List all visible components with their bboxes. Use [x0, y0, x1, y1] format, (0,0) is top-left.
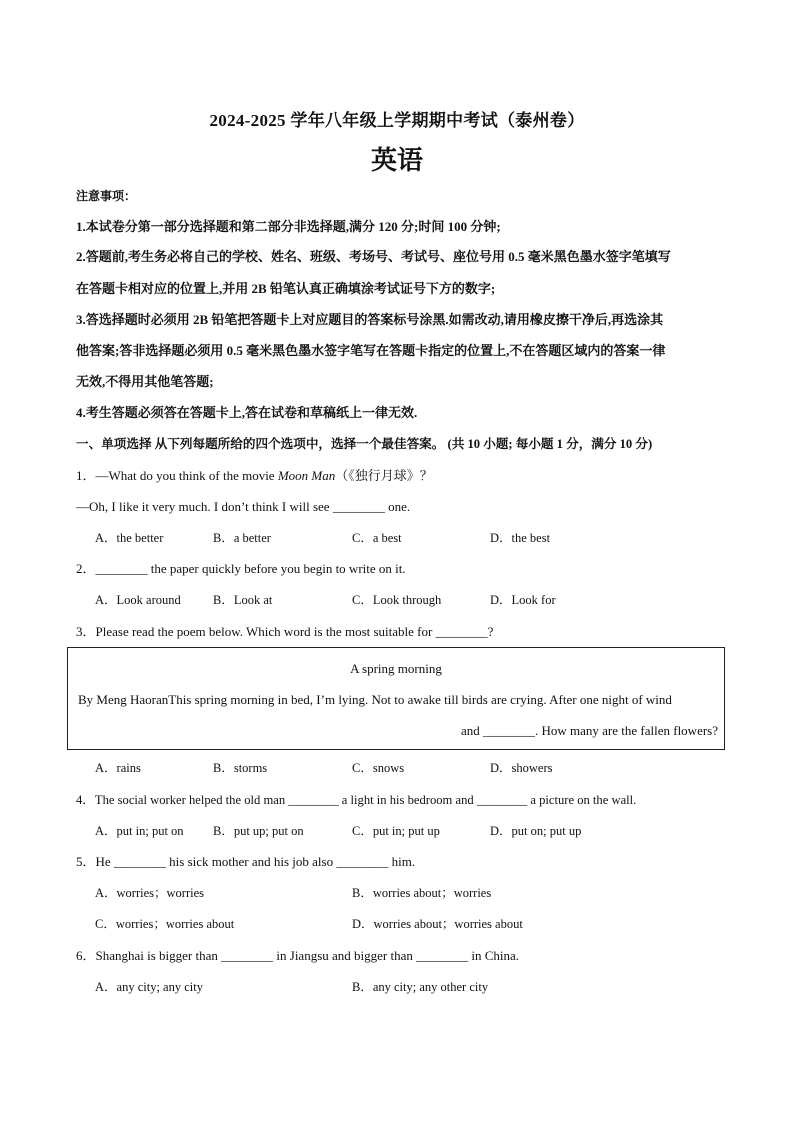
question-1-option-d[interactable]: D．the best	[490, 531, 551, 545]
question-1	[76, 467, 433, 485]
question-6-option-a[interactable]: A．any city; any city	[95, 980, 203, 994]
question-4-option-b[interactable]: B．put up; put on	[213, 824, 304, 838]
question-3-option-c[interactable]: C．snows	[352, 761, 405, 775]
question-4-option-c[interactable]: C．put in; put up	[352, 824, 440, 838]
question-1-text-pre: 1．—What do you think of the movie	[76, 468, 278, 483]
exam-subject: 英语	[370, 146, 423, 176]
notes-line-1: 1.本试卷分第一部分选择题和第二部分非选择题,满分 120 分;时间 100 分钟;	[76, 219, 501, 234]
question-2-option-a[interactable]: A．Look around	[95, 593, 181, 607]
notes-line-5: 他答案;答非选择题必须用 0.5 毫米黑色墨水签字笔写在答题卡指定的位置上,不在答题区域内的答案一律	[76, 343, 666, 358]
question-1-option-c[interactable]: C．a best	[352, 531, 402, 545]
notes-line-3: 在答题卡相对应的位置上,并用 2B 铅笔认真正确填涂考试证号下方的数字;	[76, 281, 496, 296]
question-4: 4．The social worker helped the old man ________ a light in his bedroom and ________ a picture on the wall.	[76, 793, 637, 807]
question-1-option-b[interactable]: B．a better	[213, 531, 271, 545]
question-5-option-d[interactable]: D．worries about；worries about	[352, 917, 523, 931]
notes-line-4: 3.答选择题时必须用 2B 铅笔把答题卡上对应题目的答案标号涂黑.如需改动,请用橡皮擦干净后,再选涂其	[76, 312, 664, 327]
notes-line-2: 2.答题前,考生务必将自己的学校、姓名、班级、考场号、考试号、座位号用 0.5 毫米黑色墨水签字笔填写	[76, 249, 671, 264]
notes-line-7: 4.考生答题必须答在答题卡上,答在试卷和草稿纸上一律无效.	[76, 405, 418, 420]
question-6-option-b[interactable]: B．any city; any other city	[352, 980, 489, 994]
question-4-option-a[interactable]: A．put in; put on	[95, 824, 184, 838]
question-5-option-b[interactable]: B．worries about；worries	[352, 886, 492, 900]
poem-title: A spring morning	[350, 661, 442, 676]
question-1-line-2: —Oh, I like it very much. I don’t think I will see ________ one.	[76, 499, 411, 514]
question-3-option-a[interactable]: A．rains	[95, 761, 141, 775]
section-heading: 一、单项选择 从下列每题所给的四个选项中，选择一个最佳答案。 (共 10 小题; 每小题 1 分，满分 10 分)	[76, 437, 653, 451]
question-2-option-b[interactable]: B．Look at	[213, 593, 273, 607]
question-5: 5．He ________ his sick mother and his job also ________ him.	[76, 854, 416, 869]
question-2-option-d[interactable]: D．Look for	[490, 593, 556, 607]
question-1-option-a[interactable]: A．the better	[95, 531, 164, 545]
question-5-option-a[interactable]: A．worries；worries	[95, 886, 205, 900]
exam-title: 2024-2025 学年八年级上学期期中考试（泰州卷）	[209, 111, 585, 130]
question-3-option-b[interactable]: B．storms	[213, 761, 268, 775]
question-1-movie-title: Moon Man	[277, 468, 336, 483]
question-5-option-c[interactable]: C．worries；worries about	[95, 917, 235, 931]
notes-line-6: 无效,不得用其他笔答题;	[76, 374, 214, 389]
question-6: 6．Shanghai is bigger than ________ in Jiangsu and bigger than ________ in China.	[76, 948, 520, 963]
poem-line-2: and ________. How many are the fallen flowers?	[460, 723, 718, 738]
poem-line-1: By Meng HaoranThis spring morning in bed, I’m lying. Not to awake till birds are crying. After one night of wind	[78, 692, 672, 707]
question-2: 2．________ the paper quickly before you begin to write on it.	[76, 561, 406, 576]
question-2-option-c[interactable]: C．Look through	[352, 593, 442, 607]
question-4-option-d[interactable]: D．put on; put up	[490, 824, 582, 838]
poem-box	[67, 647, 725, 750]
question-3: 3．Please read the poem below. Which word is the most suitable for ________?	[76, 624, 494, 639]
question-1-text-post: （《独行月球》？	[335, 468, 433, 483]
question-3-option-d[interactable]: D．showers	[490, 761, 553, 775]
notes-heading: 注意事项：	[76, 189, 137, 203]
